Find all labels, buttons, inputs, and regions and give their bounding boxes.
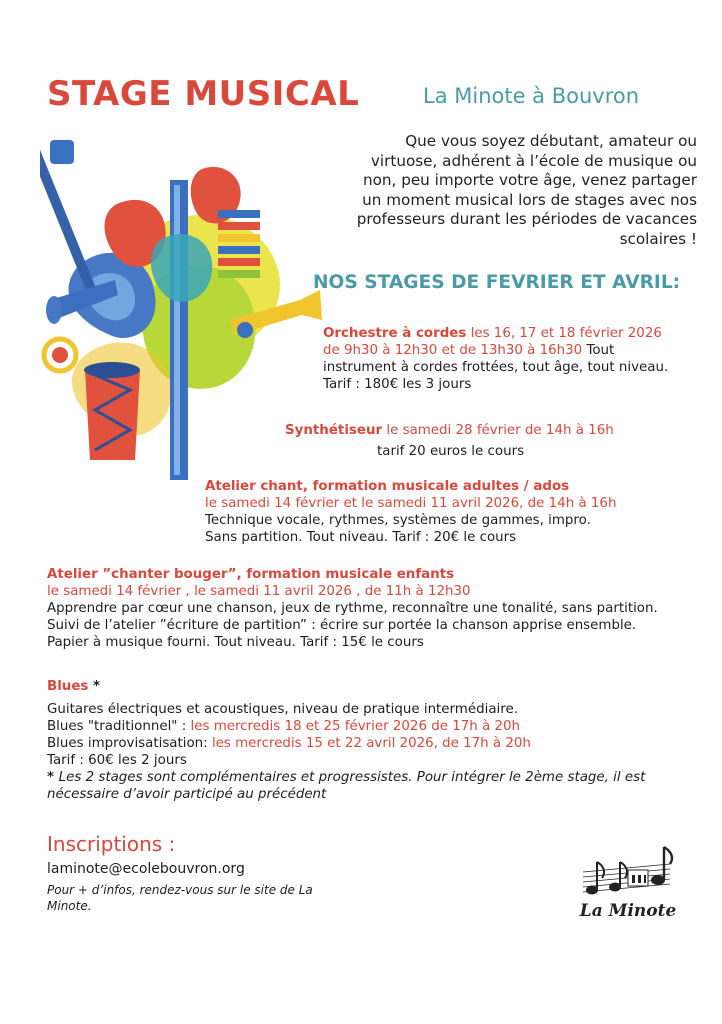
stage-bouger-name: Atelier ”chanter bouger”, formation musicale enfants [47, 567, 455, 582]
page-title: STAGE MUSICAL [47, 74, 360, 114]
stage-bouger-dates: le samedi 14 février , le samedi 11 avril 2026 , de 11h à 12h30 [47, 584, 471, 599]
stage-blues-impro-dates: les mercredis 15 et 22 avril 2026, de 17h à 20h [211, 736, 531, 751]
inscriptions-heading: Inscriptions : [47, 832, 176, 856]
stage-bouger-desc: Apprendre par cœur une chanson, jeux de rythme, reconnaître une tonalité, sans partition. Suivi de l’atelier ”écriture de partition” : écrire sur portée la chanson apprise ensemble. Papier à musique fourni. Tout niveau. Tarif : 15€ le cours [47, 601, 658, 650]
stage-orchestre-hours: de 9h30 à 12h30 et de 13h30 à 16h30 [323, 343, 583, 358]
stage-blues-price: Tarif : 60€ les 2 jours [47, 753, 187, 768]
stage-chant-desc1: Technique vocale, rythmes, systèmes de gammes, impro. [205, 513, 591, 528]
stage-orchestre-name: Orchestre à cordes [323, 326, 467, 341]
stage-orchestre-desc: Tout instrument à cordes frottées, tout âge, tout niveau. Tarif : 180€ les 3 jours [323, 343, 669, 392]
stage-chant [205, 478, 645, 546]
stage-orchestre-dates: les 16, 17 et 18 février 2026 [470, 326, 662, 341]
stage-blues [47, 678, 667, 803]
stage-blues-star: * [88, 679, 101, 694]
stage-bouger [47, 566, 667, 651]
stage-synth [285, 422, 614, 439]
intro-text: Que vous soyez débutant, amateur ou virtuose, adhérent à l’école de musique ou non, peu importe votre âge, venez partager un moment musical lors de stages avec nos professeurs durant les périodes de vacances scolaires ! [356, 132, 697, 248]
stage-blues-trad-label: Blues "traditionnel" : [47, 719, 191, 734]
stage-orchestre [323, 325, 673, 393]
stage-synth-name: Synthétiseur [285, 423, 383, 438]
stage-synth-dates: le samedi 28 février de 14h à 16h [386, 423, 614, 438]
stage-blues-impro-label: Blues improvisatisation: [47, 736, 212, 751]
stage-synth-price: tarif 20 euros le cours [377, 444, 525, 459]
stage-blues-note-star: * [47, 770, 59, 785]
stage-chant-name: Atelier chant, formation musicale adultes / ados [205, 479, 570, 494]
page-subtitle: La Minote à Bouvron [423, 84, 640, 108]
more-info-text: Pour + d’infos, rendez-vous sur le site de La Minote. [47, 883, 313, 913]
stage-blues-name: Blues [47, 679, 89, 694]
stage-chant-desc2: Sans partition. Tout niveau. Tarif : 20€ le cours [205, 530, 517, 545]
la-minote-logo [578, 842, 678, 924]
section-title: NOS STAGES DE FEVRIER ET AVRIL: [313, 272, 681, 293]
instruments-illustration [40, 130, 325, 485]
music-notes-icon [578, 842, 678, 924]
contact-email[interactable]: laminote@ecolebouvron.org [47, 861, 245, 877]
stage-chant-dates: le samedi 14 février et le samedi 11 avril 2026, de 14h à 16h [205, 496, 617, 511]
stage-blues-note: Les 2 stages sont complémentaires et progressistes. Pour intégrer le 2ème stage, il est nécessaire d’avoir participé au précédent [47, 770, 646, 802]
stage-blues-line1: Guitares électriques et acoustiques, niveau de pratique intermédiaire. [47, 702, 518, 717]
stage-blues-trad-dates: les mercredis 18 et 25 février 2026 de 17h à 20h [190, 719, 520, 734]
logo-text: La Minote [579, 901, 677, 921]
